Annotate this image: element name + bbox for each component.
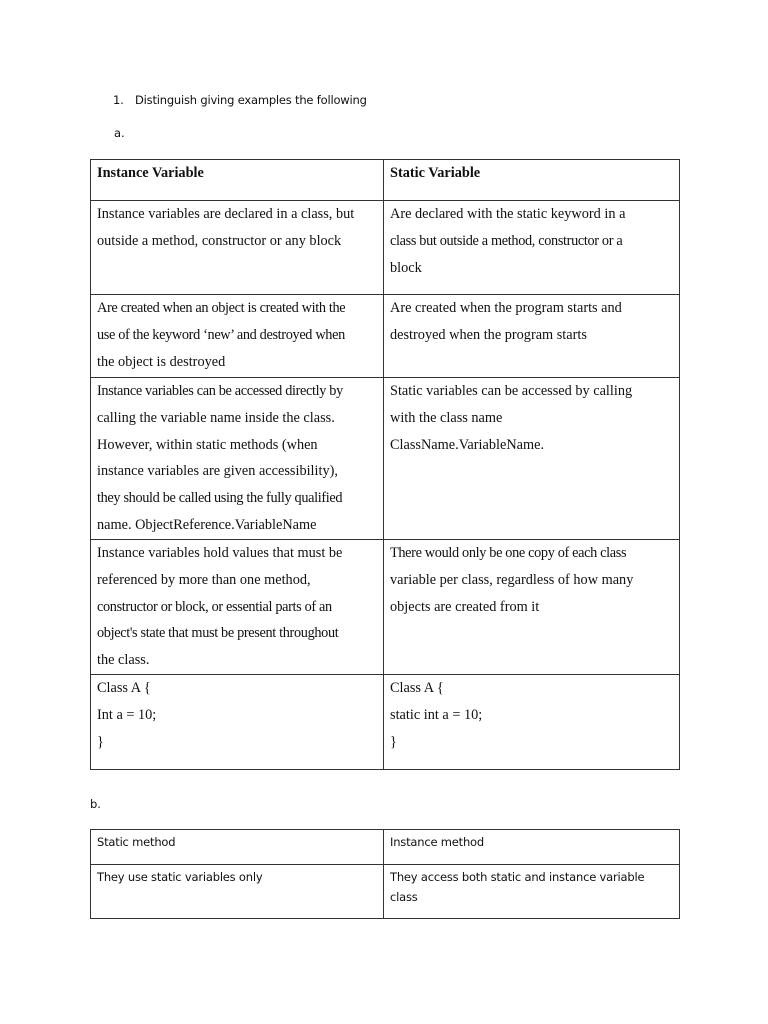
header-static-variable: Static Variable	[384, 160, 680, 201]
table-cell: There would only be one copy of each class variable per class, regardless of how many objects are created from it	[384, 540, 680, 675]
question-number: 1.	[113, 93, 124, 107]
table-cell: Are declared with the static keyword in a class but outside a method, constructor or a block	[384, 201, 680, 295]
table-cell: Are created when an object is created with the use of the keyword ‘new’ and destroyed when the object is destroyed	[91, 295, 384, 378]
table-cell: Instance variables can be accessed directly by calling the variable name inside the class. However, within static methods (when instance variables are given accessibility), they should be called using the fully qualified name. ObjectReference.VariableName	[91, 378, 384, 540]
part-a-label: a.	[114, 126, 125, 140]
header-instance-variable: Instance Variable	[91, 160, 384, 201]
table-header-row	[91, 160, 680, 201]
table-cell: Instance variables are declared in a class, but outside a method, constructor or any block	[91, 201, 384, 295]
table-cell: Static variables can be accessed by calling with the class name ClassName.VariableName.	[384, 378, 680, 540]
question-text: Distinguish giving examples the following	[135, 93, 367, 107]
part-b-label: b.	[90, 797, 101, 811]
table-header-row	[91, 830, 680, 865]
table-cell: Are created when the program starts and destroyed when the program starts	[384, 295, 680, 378]
methods-comparison-table	[90, 829, 680, 919]
table-cell: Class A { static int a = 10; }	[384, 675, 680, 770]
table-row	[91, 295, 680, 378]
table-cell: They use static variables only	[91, 865, 384, 919]
table-row	[91, 865, 680, 919]
table-row	[91, 201, 680, 295]
header-static-method: Static method	[91, 830, 384, 865]
table-cell: Class A { Int a = 10; }	[91, 675, 384, 770]
table-cell: They access both static and instance variable class	[384, 865, 680, 919]
table-cell: Instance variables hold values that must be referenced by more than one method, constructor or block, or essential parts of an object's state that must be present throughout the class.	[91, 540, 384, 675]
question-line	[113, 93, 367, 107]
variables-comparison-table	[90, 159, 680, 770]
table-row	[91, 540, 680, 675]
table-row	[91, 378, 680, 540]
table-row	[91, 675, 680, 770]
header-instance-method: Instance method	[384, 830, 680, 865]
